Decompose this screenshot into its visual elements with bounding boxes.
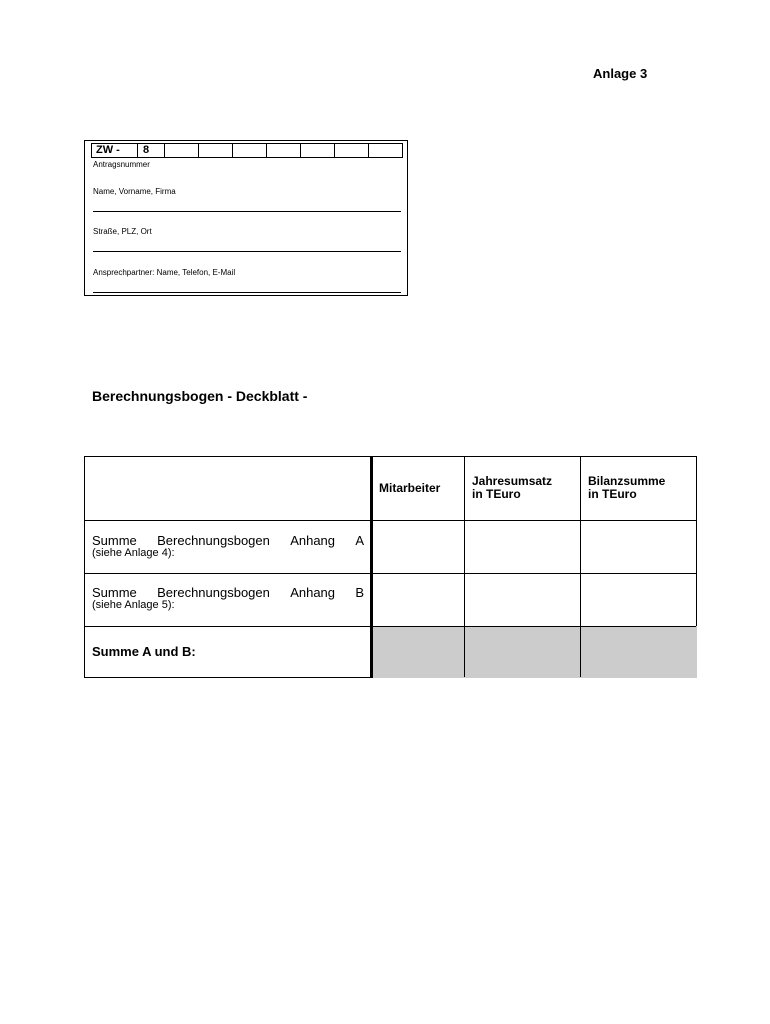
applicant-box [84,140,408,296]
row-b-word: Berechnungsbogen [157,585,270,600]
page-title: Berechnungsbogen - Deckblatt - [92,388,308,404]
row-b-word: Anhang [290,585,336,600]
row-b-word: Summe [92,585,137,600]
col-header-jahresumsatz [472,475,552,501]
row-b-jahresumsatz-cell[interactable] [465,574,579,625]
row-a-mitarbeiter-cell[interactable] [374,521,463,572]
sum-row-label: Summe A und B: [92,644,196,659]
digit-cell-2[interactable] [164,144,198,157]
row-b-mitarbeiter-cell[interactable] [374,574,463,625]
antragsnummer-label: Antragsnummer [93,160,150,169]
calculation-table [84,456,697,678]
col-header-mitarbeiter: Mitarbeiter [379,481,441,495]
row-a-word: A [355,533,364,548]
col-header-jahresumsatz-line1: Jahresumsatz [472,474,553,488]
sum-row-shading [373,626,697,678]
row-a-word: Berechnungsbogen [157,533,270,548]
row-a-bilanzsumme-cell[interactable] [581,521,696,572]
row-a-note: (siehe Anlage 4): [92,547,175,559]
digit-cell-1[interactable]: 8 [137,144,164,157]
name-line[interactable] [93,211,401,212]
col-header-bilanzsumme-line2: in TEuro [588,487,637,501]
row-b-word: B [355,585,364,600]
row-a-label [92,534,364,560]
contact-line[interactable] [93,292,401,293]
digit-cell-7[interactable] [334,144,368,157]
digit-cell-5[interactable] [266,144,300,157]
digit-cell-3[interactable] [198,144,232,157]
col-header-bilanzsumme [588,475,665,501]
row-a-jahresumsatz-cell[interactable] [465,521,579,572]
digit-cell-6[interactable] [300,144,334,157]
col-header-jahresumsatz-line2: in TEuro [472,487,521,501]
digit-cell-8[interactable] [368,144,402,157]
address-label: Straße, PLZ, Ort [93,227,152,236]
row-b-note: (siehe Anlage 5): [92,599,175,611]
row-a-word: Summe [92,533,137,548]
row-a-word: Anhang [290,533,336,548]
row-b-bilanzsumme-cell[interactable] [581,574,696,625]
column-divider-thick [370,457,373,677]
zw-prefix: ZW - [96,144,120,156]
contact-label: Ansprechpartner: Name, Telefon, E-Mail [93,268,236,277]
annex-label: Anlage 3 [593,66,648,81]
application-number-field[interactable] [91,143,403,158]
row-divider [85,626,696,627]
name-label: Name, Vorname, Firma [93,187,176,196]
col-header-bilanzsumme-line1: Bilanzsumme [588,474,666,488]
address-line[interactable] [93,251,401,252]
digit-cell-4[interactable] [232,144,266,157]
row-b-label [92,586,364,612]
